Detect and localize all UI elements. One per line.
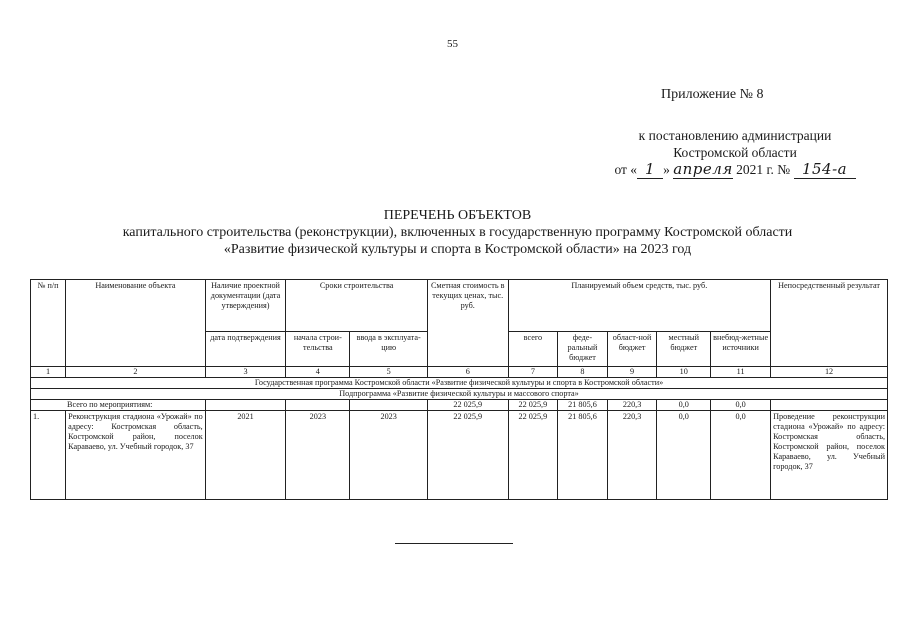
row-cost: 22 025,9 [427,411,508,500]
column-number: 1 [31,367,66,378]
row-regional: 220,3 [607,411,657,500]
header-row-1 [31,280,888,332]
row-local: 0,0 [657,411,711,500]
totals-row [31,400,888,411]
column-number: 3 [205,367,286,378]
row-total: 22 025,9 [508,411,558,500]
totals-cost: 22 025,9 [427,400,508,411]
header-local: местный бюджет [657,332,711,367]
column-number: 5 [350,367,428,378]
column-number: 11 [711,367,771,378]
title-line-2: капитального строительства (реконструкции), включенных в государственную программу Костромской области [122,225,793,240]
totals-empty [205,400,286,411]
program-row [31,378,888,389]
totals-empty [771,400,888,411]
objects-table [30,279,888,500]
totals-empty [350,400,428,411]
header-planned: Планируемый объем средств, тыс. руб. [508,280,771,332]
column-number: 8 [558,367,608,378]
appendix-label: Приложение № 8 [661,87,764,102]
program-title: Государственная программа Костромской области «Развитие физической культуры и спорта в Костромской области» [31,378,888,389]
totals-empty [286,400,350,411]
header-docs-date: дата подтверждения [205,332,286,367]
column-number: 12 [771,367,888,378]
subprogram-row [31,389,888,400]
header-commission: ввода в эксплуата-цию [350,332,428,367]
title-line-1: ПЕРЕЧЕНЬ ОБЪЕКТОВ [383,208,532,223]
header-federal: феде-ральный бюджет [558,332,608,367]
header-regional: област-ной бюджет [607,332,657,367]
row-object-name: Реконструкция стадиона «Урожай» по адресу: Костромская область, Костромской район, поселок Караваево, ул. Учебный городок, 37 [66,411,206,500]
header-total: всего [508,332,558,367]
column-number: 2 [66,367,206,378]
decree-date-line [590,161,880,179]
decree-number: 154-а [794,161,856,179]
column-number: 10 [657,367,711,378]
decree-reference [590,127,880,179]
column-number: 4 [286,367,350,378]
header-num: № п/п [31,280,66,367]
column-number: 7 [508,367,558,378]
column-number-row [31,367,888,378]
decree-line-1: к постановлению администрации [638,128,832,143]
table-row [31,411,888,500]
totals-regional: 220,3 [607,400,657,411]
decree-date-prefix: от « [614,162,638,177]
header-terms: Сроки строительства [286,280,428,332]
header-result: Непосредственный результат [771,280,888,367]
row-docs-date: 2021 [205,411,286,500]
header-docs: Наличие проектной документации (дата утверждения) [205,280,286,332]
header-start: начала строи-тельства [286,332,350,367]
row-result: Проведение реконструкции стадиона «Урожай» по адресу: Костромская область, Костромской район, поселок Караваево, ул. Учебный городок, 37 [771,411,888,500]
row-extra: 0,0 [711,411,771,500]
title-line-3: «Развитие физической культуры и спорта в Костромской области» на 2023 год [223,242,692,257]
decree-month: апреля [673,160,733,178]
totals-local: 0,0 [657,400,711,411]
totals-total: 22 025,9 [508,400,558,411]
row-number: 1. [31,411,66,500]
totals-label: Всего по мероприятиям: [31,400,206,411]
totals-extra: 0,0 [711,400,771,411]
decree-year: 2021 г. № [736,162,791,177]
decree-line-2: Костромской области [673,145,797,160]
header-cost: Сметная стоимость в текущих ценах, тыс. руб. [427,280,508,367]
row-start: 2023 [286,411,350,500]
column-number: 6 [427,367,508,378]
header-extra: внебюд-жетные источники [711,332,771,367]
subprogram-title: Подпрограмма «Развитие физической культуры и массового спорта» [31,389,888,400]
decree-date-mid: » [663,162,670,177]
document-title [40,207,875,258]
totals-federal: 21 805,6 [558,400,608,411]
decree-day: 1 [637,161,663,179]
header-name: Наименование объекта [66,280,206,367]
row-commission: 2023 [350,411,428,500]
footer-divider [395,543,513,544]
page-number: 55 [447,38,458,50]
column-number: 9 [607,367,657,378]
row-federal: 21 805,6 [558,411,608,500]
